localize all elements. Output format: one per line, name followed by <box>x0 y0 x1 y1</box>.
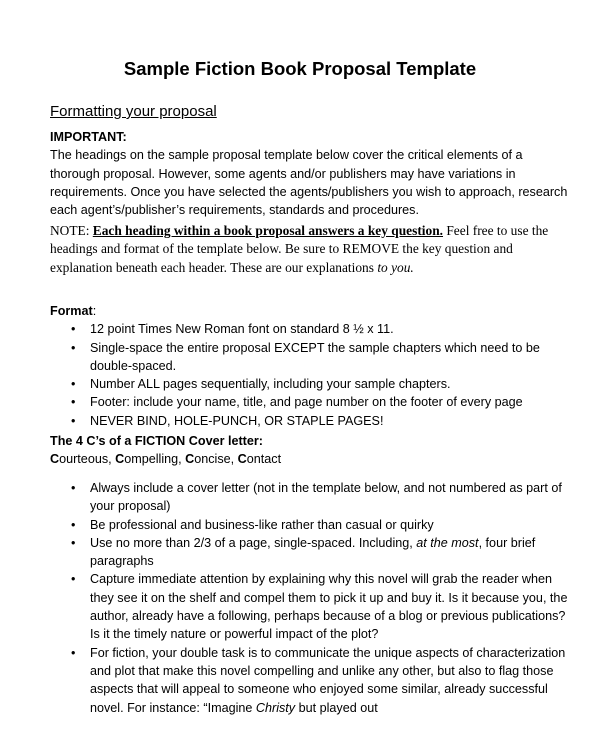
cover-letter-heading: The 4 C’s of a FICTION Cover letter: <box>50 434 263 448</box>
note-emphasis: Each heading within a book proposal answers a key question. <box>92 223 444 238</box>
cover-letter-block <box>50 432 570 469</box>
note-text: Feel free to use the headings and format of the template below. Be sure to REMOVE the key question and explanation beneath each header. These are our explanations <box>50 223 549 275</box>
format-colon: : <box>92 304 97 318</box>
note-block <box>50 222 570 277</box>
cover-letter-tips <box>50 479 570 717</box>
list-item: • 12 point Times New Roman font on standard 8 ½ x 11. <box>50 320 570 338</box>
note-italic: to you. <box>377 259 414 275</box>
cover-letter-list <box>50 479 570 717</box>
four-cs-line: Courteous, Compelling, Concise, Contact <box>50 452 282 467</box>
important-block <box>50 128 570 219</box>
important-text: The headings on the sample proposal template below cover the critical elements of a thorough proposal. However, some agents and/or publishers may have variations in requirements. Once you have selected the agents/publishers you wish to approach, research each agent’s/publisher’s requirements, standards and procedures. <box>50 148 568 218</box>
list-item: • Number ALL pages sequentially, including your sample chapters. <box>50 375 570 393</box>
section-heading: Formatting your proposal <box>50 103 217 120</box>
format-label: Format <box>50 304 93 318</box>
list-item: • Always include a cover letter (not in the template below, and not numbered as part of your proposal) <box>50 479 570 516</box>
note-prefix: NOTE: <box>50 223 93 238</box>
list-item: • Be professional and business-like rather than casual or quirky <box>50 516 570 534</box>
document-title: Sample Fiction Book Proposal Template <box>123 58 477 79</box>
format-block <box>50 302 570 430</box>
important-label: IMPORTANT: <box>50 130 127 144</box>
format-list <box>50 320 570 430</box>
list-item: • For fiction, your double task is to communicate the unique aspects of characterization and plot that make this novel compelling and unlike any other, but also to flag those aspects that will appeal to someone who enjoyed some similar, already successful novel. For instance: “Imagine Christy but played out <box>50 644 570 717</box>
list-item: • Single-space the entire proposal EXCEPT the sample chapters which need to be double-spaced. <box>50 339 570 376</box>
list-item: • Capture immediate attention by explaining why this novel will grab the reader when they see it on the shelf and compel them to pick it up and buy it. Is it because you, the author, already have a following, perhaps because of a blog or previous publications? Is it the timely nature or powerful impact of the plot? <box>50 570 570 643</box>
list-item: • Footer: include your name, title, and page number on the footer of every page <box>50 393 570 411</box>
list-item: • NEVER BIND, HOLE-PUNCH, OR STAPLE PAGES! <box>50 412 570 430</box>
list-item: • Use no more than 2/3 of a page, single-spaced. Including, at the most, four brief paragraphs <box>50 534 570 571</box>
